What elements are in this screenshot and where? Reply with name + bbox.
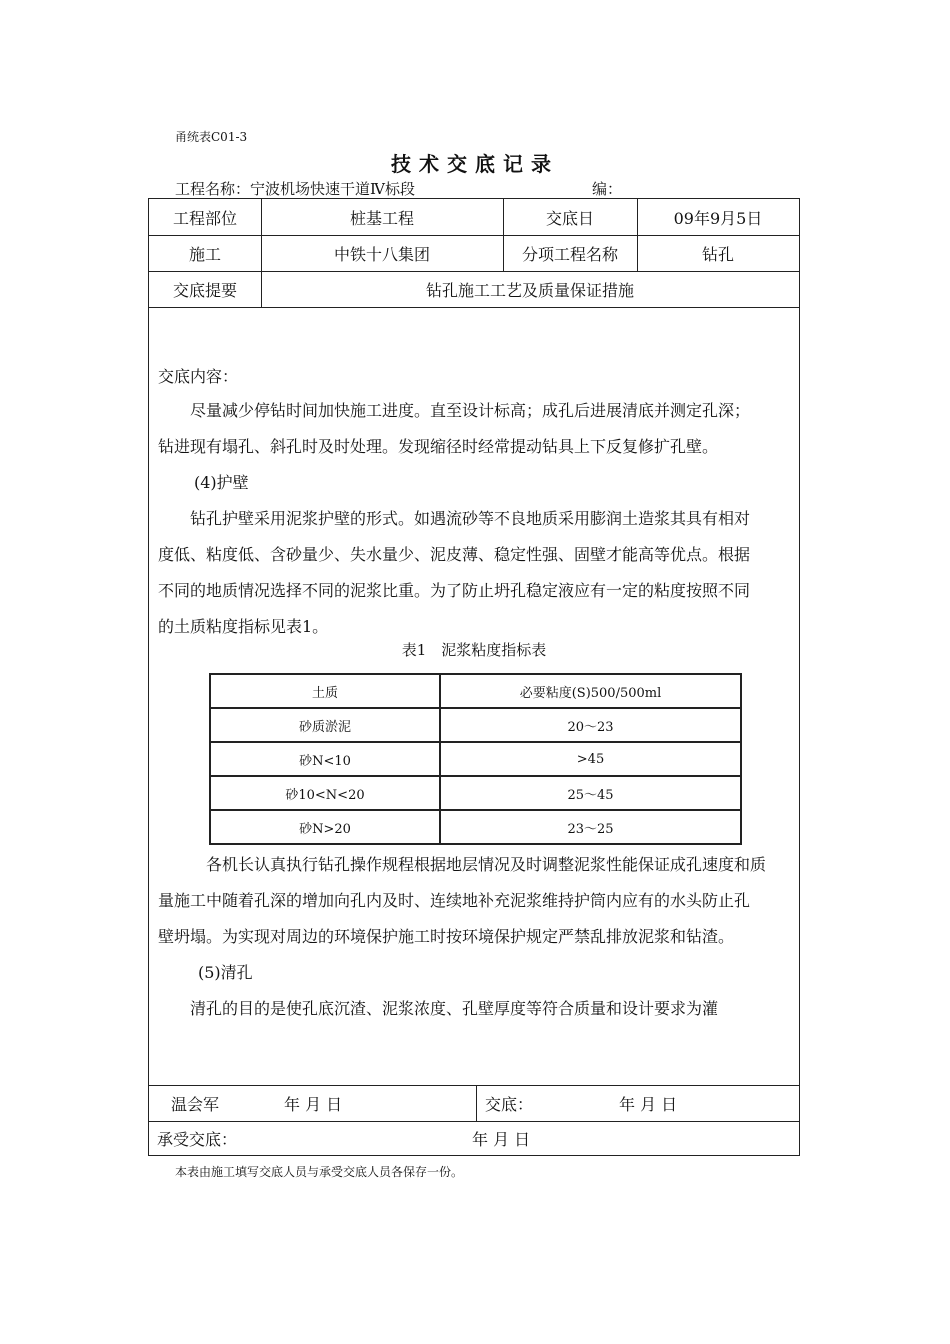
date-bottom: 年 月 日 <box>472 1129 531 1149</box>
receive-label: 承受交底： <box>157 1129 238 1149</box>
construct-value: 中铁十八集团 <box>333 244 430 264</box>
table-header-row <box>210 674 741 708</box>
part-value: 桩基工程 <box>349 208 414 228</box>
form-number: 甬统表C01-3 <box>175 130 248 144</box>
discloser-name: 温会军 <box>171 1094 220 1114</box>
table-row <box>210 708 741 742</box>
footer-note: 本表由施工填写交底人员与承受交底人员各保存一份。 <box>175 1165 464 1179</box>
paragraph-line: 的土质粘度指标见表1。 <box>158 617 329 636</box>
sub-value: 钻孔 <box>701 244 734 264</box>
table-cell: >45 <box>440 742 741 776</box>
date-right: 年 月 日 <box>619 1094 678 1114</box>
date-left: 年 月 日 <box>284 1094 343 1114</box>
col-divider <box>476 1085 477 1121</box>
date-value: 09年9月5日 <box>673 208 763 228</box>
table-cell: 砂N<10 <box>210 742 440 776</box>
part-label: 工程部位 <box>172 208 237 228</box>
sub-label: 分项工程名称 <box>521 244 618 264</box>
viscosity-table <box>209 673 742 845</box>
paragraph-line: 不同的地质情况选择不同的泥浆比重。为了防止坍孔稳定液应有一定的粘度按照不同 <box>158 581 751 600</box>
content-body <box>158 361 789 645</box>
paragraph-line: 量施工中随着孔深的增加向孔内及时、连续地补充泥浆维持护筒内应有的水头防止孔 <box>158 891 751 910</box>
content-heading: 交底内容： <box>158 367 239 386</box>
table-cell: 23～25 <box>440 810 741 844</box>
paragraph-line: 尽量减少停钻时间加快施工进度。直至设计标高；成孔后进展清底并测定孔深； <box>190 401 751 420</box>
paragraph-line: 清孔的目的是使孔底沉渣、泥浆浓度、孔壁厚度等符合质量和设计要求为灌 <box>190 999 719 1018</box>
code-label: 编： <box>592 180 623 198</box>
section-4-heading: (4)护壁 <box>194 473 249 492</box>
date-label: 交底日 <box>545 208 594 228</box>
row-divider <box>149 307 799 308</box>
table-cell: 20～23 <box>440 708 741 742</box>
table-caption: 表1 泥浆粘度指标表 <box>401 641 547 659</box>
table-header-cell: 必要粘度(S)500/500ml <box>440 674 741 708</box>
table-row <box>210 776 741 810</box>
table-cell: 砂10<N<20 <box>210 776 440 810</box>
table-row <box>210 742 741 776</box>
construct-label: 施工 <box>188 244 221 264</box>
table-cell: 砂N>20 <box>210 810 440 844</box>
paragraph-line: 各机长认真执行钻孔操作规程根据地层情况及时调整泥浆性能保证成孔速度和质 <box>206 855 767 874</box>
summary-label: 交底提要 <box>172 280 237 300</box>
paragraph-line: 壁坍塌。为实现对周边的环境保护施工时按环境保护规定严禁乱排放泥浆和钻渣。 <box>158 927 735 946</box>
summary-value: 钻孔施工工艺及质量保证措施 <box>425 280 634 300</box>
table-cell: 砂质淤泥 <box>210 708 440 742</box>
document-title: 技术交底记录 <box>391 152 559 176</box>
row-divider <box>149 1085 799 1086</box>
record-table <box>148 198 800 1156</box>
paragraph-line: 度低、粘度低、含砂量少、失水量少、泥皮薄、稳定性强、固壁才能高等优点。根据 <box>158 545 751 564</box>
project-label: 工程名称： <box>175 180 251 198</box>
table-row <box>210 810 741 844</box>
content-body-lower <box>158 847 789 1027</box>
table-cell: 25～45 <box>440 776 741 810</box>
disclose-label: 交底： <box>485 1094 534 1114</box>
paragraph-line: 钻孔护壁采用泥浆护壁的形式。如遇流砂等不良地质采用膨润土造浆其具有相对 <box>190 509 751 528</box>
project-line <box>175 178 415 199</box>
table-header-cell: 土质 <box>210 674 440 708</box>
project-name: 宁波机场快速干道Ⅳ标段 <box>250 180 416 198</box>
section-5-heading: (5)清孔 <box>198 963 253 982</box>
paragraph-line: 钻进现有塌孔、斜孔时及时处理。发现缩径时经常提动钻具上下反复修扩孔壁。 <box>158 437 719 456</box>
